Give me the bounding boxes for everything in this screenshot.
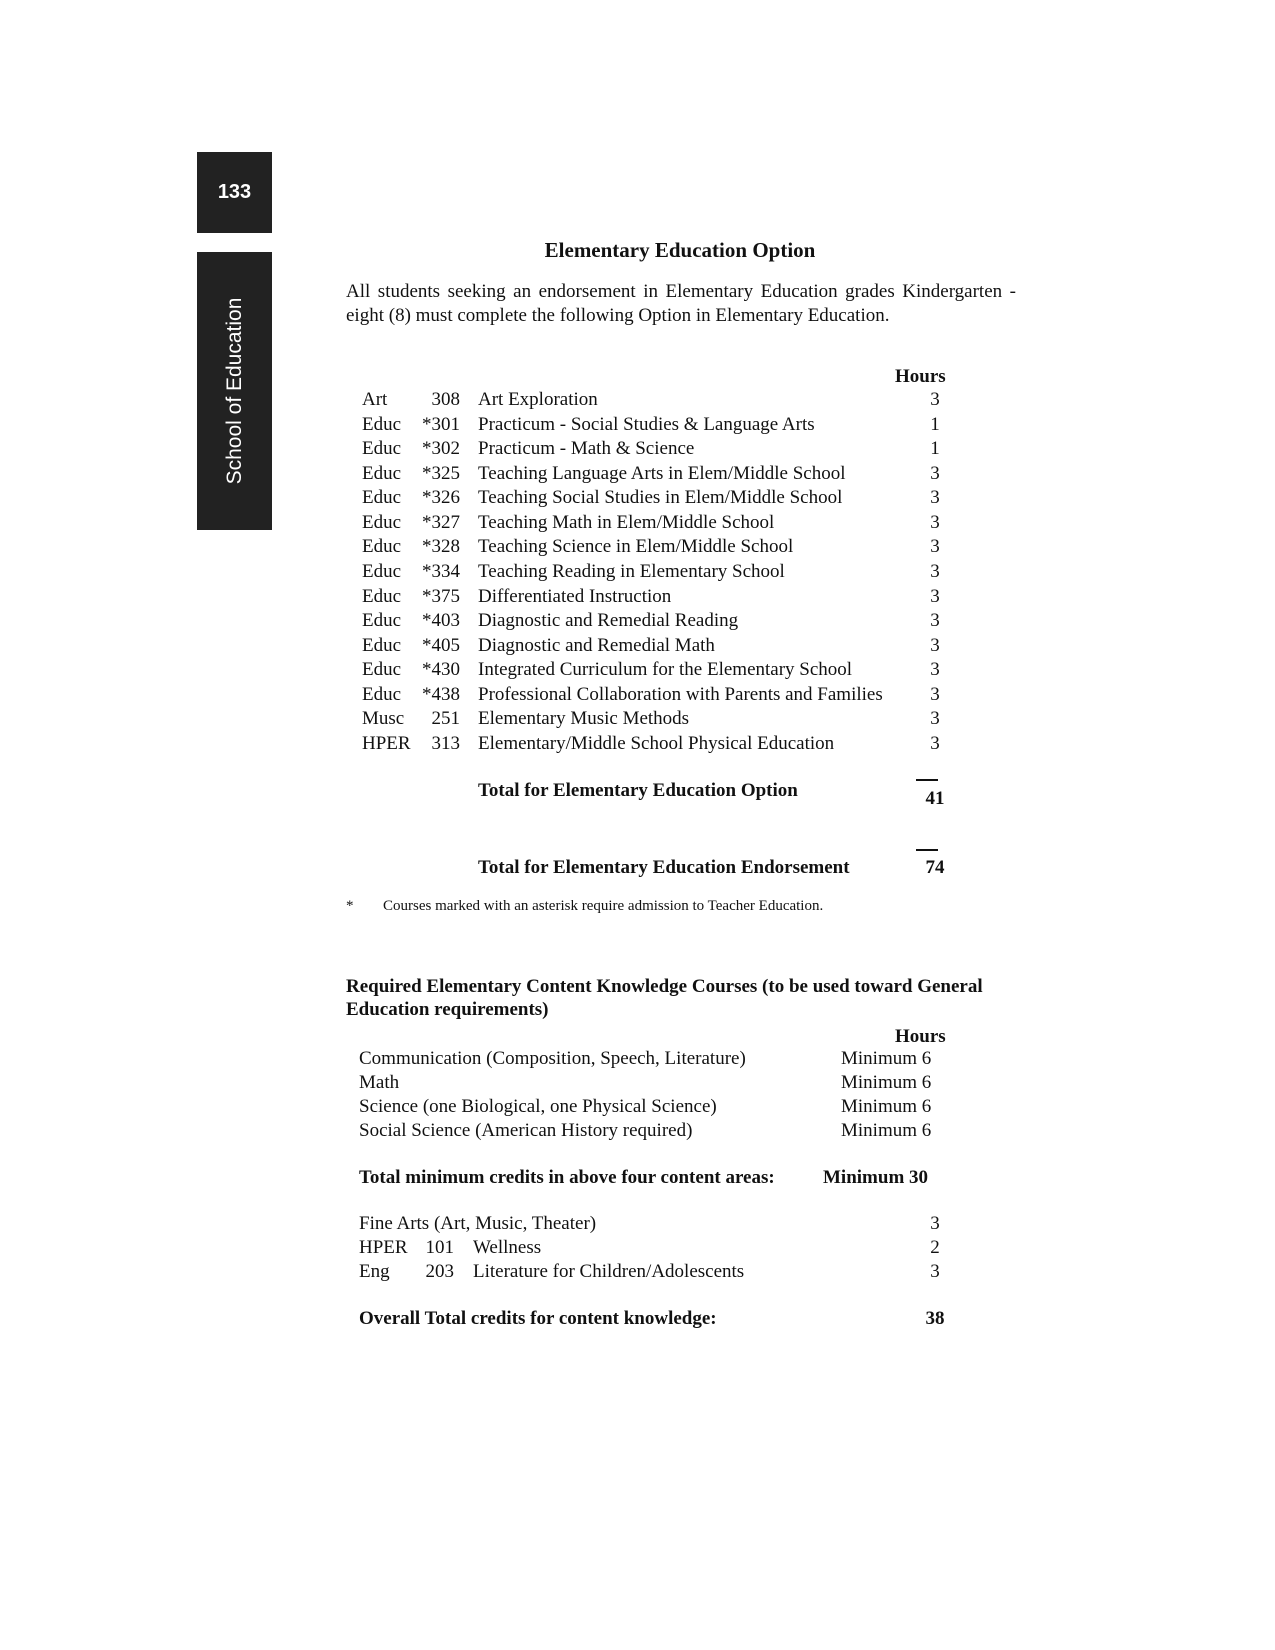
list-item — [0, 1096, 1275, 1121]
course-title: Teaching Reading in Elementary School — [478, 561, 785, 582]
course-dept: Educ — [362, 438, 402, 459]
option-intro: All students seeking an endorsement in Elementary Education grades Kindergarten - eight (8) must complete the following Option in Elementary Education. — [346, 281, 1016, 326]
course-dept: Educ — [362, 561, 402, 582]
course-number: *405 — [422, 635, 460, 656]
area-name: Math — [359, 1072, 400, 1093]
course-number: 308 — [431, 389, 460, 410]
course-title: Integrated Curriculum for the Elementary School — [478, 659, 853, 680]
course-hours: 3 — [930, 684, 940, 705]
list-item — [0, 1237, 1275, 1262]
course-hours: 3 — [930, 586, 940, 607]
course-number: 203 — [425, 1261, 454, 1282]
course-number: *302 — [422, 438, 460, 459]
course-number: 101 — [425, 1237, 454, 1258]
course-title: Art Exploration — [478, 389, 598, 410]
course-dept: Educ — [362, 635, 402, 656]
course-hours: 3 — [930, 708, 940, 729]
table-row — [0, 708, 1275, 733]
course-hours: 3 — [930, 536, 940, 557]
course-title: Practicum - Math & Science — [478, 438, 695, 459]
table-row — [0, 659, 1275, 684]
content-heading-line2: Education requirements) — [346, 999, 549, 1020]
total-min-label: Total minimum credits in above four content areas: — [359, 1167, 775, 1188]
course-dept: Fine Arts (Art, Music, Theater) — [359, 1213, 597, 1234]
course-dept: Educ — [362, 512, 402, 533]
course-dept: Educ — [362, 659, 402, 680]
course-dept: Educ — [362, 610, 402, 631]
table-row — [0, 438, 1275, 463]
course-dept: Educ — [362, 463, 402, 484]
table-row — [0, 586, 1275, 611]
list-item — [0, 1261, 1275, 1286]
course-hours: 3 — [930, 733, 940, 754]
footnote-mark: * — [346, 898, 354, 914]
course-title: Diagnostic and Remedial Reading — [478, 610, 739, 631]
course-dept: Educ — [362, 487, 402, 508]
table-row — [0, 389, 1275, 414]
footnote-text: Courses marked with an asterisk require admission to Teacher Education. — [383, 898, 824, 914]
course-dept: HPER — [362, 733, 411, 754]
course-hours: 3 — [930, 659, 940, 680]
table-row — [0, 684, 1275, 709]
course-number: *403 — [422, 610, 460, 631]
course-dept: Musc — [362, 708, 405, 729]
course-dept: Educ — [362, 684, 402, 705]
course-hours: 1 — [930, 438, 940, 459]
course-title: Elementary Music Methods — [478, 708, 690, 729]
course-number: *326 — [422, 487, 460, 508]
course-title: Teaching Science in Elem/Middle School — [478, 536, 794, 557]
course-hours: 2 — [930, 1237, 940, 1258]
course-number: *327 — [422, 512, 460, 533]
list-item — [0, 1048, 1275, 1073]
table-row — [0, 561, 1275, 586]
course-dept: Educ — [362, 586, 402, 607]
course-title: Wellness — [473, 1237, 542, 1258]
course-number: *438 — [422, 684, 460, 705]
total-rule — [916, 779, 938, 781]
table-row — [0, 610, 1275, 635]
overall-total-value: 38 — [925, 1308, 945, 1329]
area-hours: Minimum 6 — [841, 1120, 932, 1141]
area-hours: Minimum 6 — [841, 1096, 932, 1117]
table-row — [0, 463, 1275, 488]
option-title: Elementary Education Option — [544, 238, 816, 262]
total-rule — [916, 849, 938, 851]
course-title: Diagnostic and Remedial Math — [478, 635, 715, 656]
course-hours: 3 — [930, 1261, 940, 1282]
course-title: Teaching Social Studies in Elem/Middle School — [478, 487, 843, 508]
course-title: Teaching Math in Elem/Middle School — [478, 512, 775, 533]
area-name: Communication (Composition, Speech, Literature) — [359, 1048, 746, 1069]
course-hours: 3 — [930, 389, 940, 410]
list-item — [0, 1213, 1275, 1238]
course-number: *301 — [422, 414, 460, 435]
option-hours-header: Hours — [895, 366, 946, 387]
course-number: 313 — [431, 733, 460, 754]
table-row — [0, 487, 1275, 512]
course-number: *375 — [422, 586, 460, 607]
course-number: *430 — [422, 659, 460, 680]
content-heading-line1: Required Elementary Content Knowledge Courses (to be used toward General — [346, 976, 983, 997]
course-dept: Educ — [362, 536, 402, 557]
course-number: *328 — [422, 536, 460, 557]
area-hours: Minimum 6 — [841, 1072, 932, 1093]
course-dept: Art — [362, 389, 388, 410]
course-dept: Educ — [362, 414, 402, 435]
course-number: *325 — [422, 463, 460, 484]
course-title: Differentiated Instruction — [478, 586, 672, 607]
page-number: 133 — [217, 181, 252, 203]
course-hours: 3 — [930, 561, 940, 582]
section-label: School of Education — [222, 297, 246, 485]
total-endorsement-value: 74 — [925, 857, 945, 878]
total-option-label: Total for Elementary Education Option — [478, 780, 798, 801]
list-item — [0, 1072, 1275, 1097]
list-item — [0, 1120, 1275, 1145]
course-title: Practicum - Social Studies & Language Arts — [478, 414, 815, 435]
course-number: 251 — [431, 708, 460, 729]
course-number: *334 — [422, 561, 460, 582]
course-title: Teaching Language Arts in Elem/Middle School — [478, 463, 846, 484]
course-hours: 3 — [930, 512, 940, 533]
area-name: Science (one Biological, one Physical Science) — [359, 1096, 717, 1117]
table-row — [0, 512, 1275, 537]
course-title: Professional Collaboration with Parents and Families — [478, 684, 883, 705]
course-hours: 3 — [930, 1213, 940, 1234]
course-hours: 3 — [930, 487, 940, 508]
course-hours: 3 — [930, 610, 940, 631]
course-dept: HPER — [359, 1237, 408, 1258]
overall-total-label: Overall Total credits for content knowledge: — [359, 1308, 717, 1329]
page-number-tab — [197, 152, 272, 233]
table-row — [0, 536, 1275, 561]
table-row — [0, 733, 1275, 758]
area-hours: Minimum 6 — [841, 1048, 932, 1069]
course-hours: 3 — [930, 635, 940, 656]
area-name: Social Science (American History required) — [359, 1120, 693, 1141]
table-row — [0, 635, 1275, 660]
content-hours-header: Hours — [895, 1026, 946, 1047]
course-dept: Eng — [359, 1261, 390, 1282]
course-title: Elementary/Middle School Physical Education — [478, 733, 835, 754]
course-hours: 1 — [930, 414, 940, 435]
total-endorsement-label: Total for Elementary Education Endorsement — [478, 857, 850, 878]
course-hours: 3 — [930, 463, 940, 484]
course-title: Literature for Children/Adolescents — [473, 1261, 745, 1282]
table-row — [0, 414, 1275, 439]
total-option-value: 41 — [925, 788, 945, 809]
total-min-value: Minimum 30 — [823, 1167, 929, 1188]
